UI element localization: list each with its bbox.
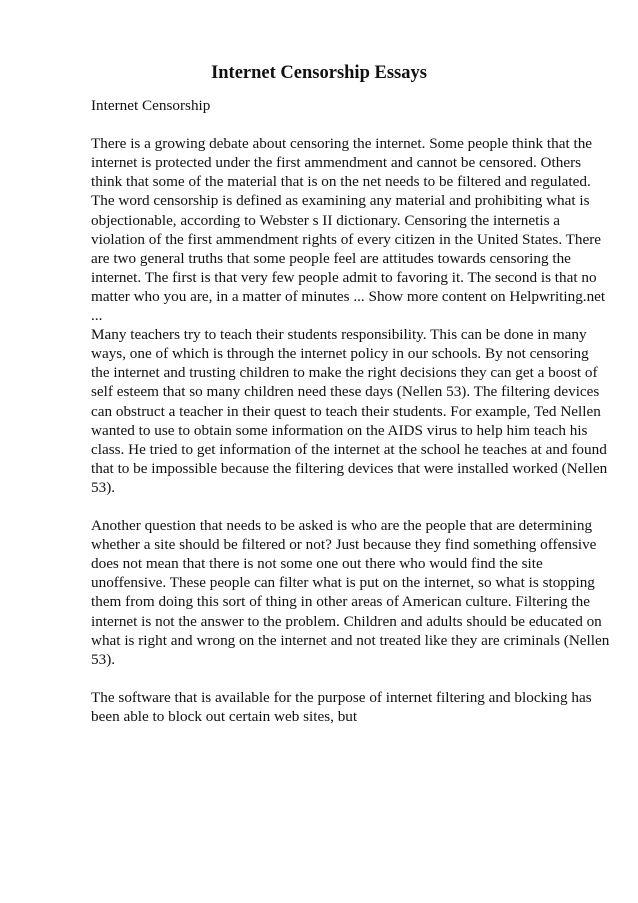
text-line: There is a growing debate about censoring the internet. Some people think that the	[91, 135, 593, 153]
text-line: think that some of the material that is on the net needs to be filtered and regulated.	[91, 173, 591, 191]
text-line: that to be impossible because the filtering devices that were installed worked (Nellen	[91, 459, 608, 477]
paragraph-3	[91, 516, 610, 669]
text-line: 53).	[91, 478, 116, 496]
text-line: internet is not the answer to the problem. Children and adults should be educated on	[91, 612, 602, 630]
text-line: ways, one of which is through the internet policy in our schools. By not censoring	[91, 345, 589, 363]
text-line: whether a site should be filtered or not? Just because they find something offensive	[91, 536, 597, 554]
text-line: does not mean that there is not some one out there who would find the site	[91, 555, 543, 573]
text-line: class. He tried to get information of the internet at the school he teaches at and found	[91, 440, 607, 458]
text-line: ...	[91, 307, 103, 325]
text-line: internet. The first is that very few people admit to favoring it. The second is that no	[91, 268, 597, 286]
text-line: 53).	[91, 650, 116, 668]
text-line: internet is protected under the first ammendment and cannot be censored. Others	[91, 154, 582, 172]
text-line: been able to block out certain web sites, but	[91, 708, 358, 725]
paragraph-1	[91, 134, 606, 325]
text-line: unoffensive. These people can filter what is put on the internet, so what is stopping	[91, 574, 595, 592]
subtitle: Internet Censorship	[91, 97, 211, 114]
text-line: are two general truths that some people feel are attitudes towards censoring the	[91, 249, 571, 267]
document-body	[91, 96, 610, 745]
text-line: The software that is available for the purpose of internet filtering and blocking has	[91, 688, 592, 706]
text-line: Another question that needs to be asked is who are the people that are determining	[91, 517, 593, 535]
text-line: self esteem that so many children need these days (Nellen 53). The filtering devices	[91, 383, 600, 401]
text-line: Many teachers try to teach their students responsibility. This can be done in many	[91, 326, 587, 344]
paragraph-2	[91, 325, 608, 497]
text-line: matter who you are, in a matter of minutes ... Show more content on Helpwriting.net	[91, 287, 606, 305]
text-line: objectionable, according to Webster s II dictionary. Censoring the internetis a	[91, 211, 561, 229]
text-line: violation of the first ammendment rights of every citizen in the United States. There	[91, 230, 602, 248]
document-title: Internet Censorship Essays	[211, 63, 427, 83]
text-line: the internet and trusting children to make the right decisions they can get a boost of	[91, 364, 598, 382]
text-line: them from doing this sort of thing in other areas of American culture. Filtering the	[91, 593, 590, 611]
text-line: what is right and wrong on the internet and not treated like they are criminals (Nellen	[91, 631, 610, 649]
text-line: The word censorship is defined as examining any material and prohibiting what is	[91, 192, 590, 210]
text-line: can obstruct a teacher in their quest to teach their students. For example, Ted Nellen	[91, 402, 601, 420]
text-line: wanted to use to obtain some information on the AIDS virus to help him teach his	[91, 421, 588, 439]
paragraph-4	[91, 688, 591, 726]
